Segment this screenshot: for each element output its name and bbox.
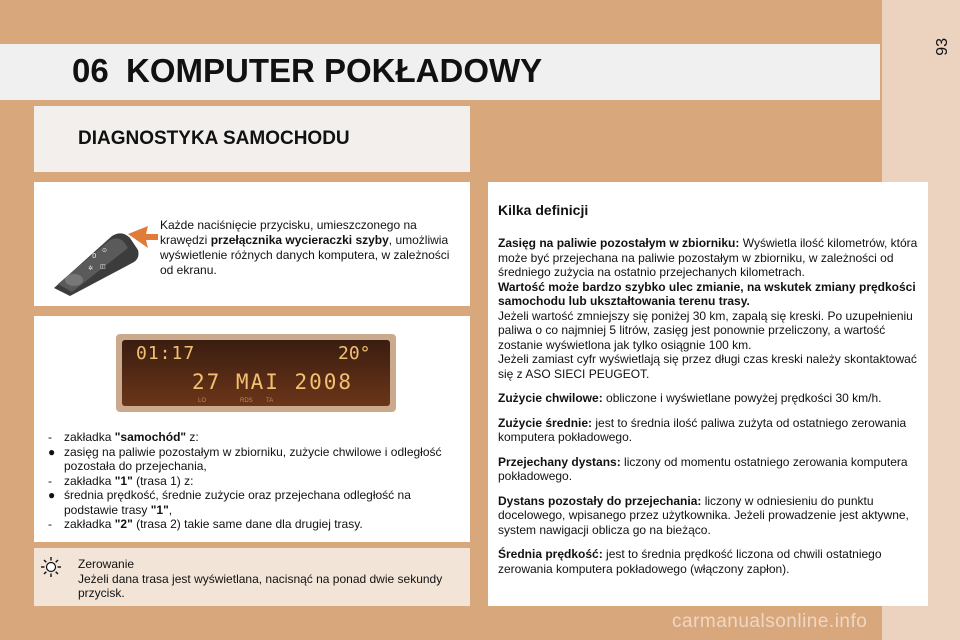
lcd-indicator-ta: TA [266, 398, 274, 404]
section-title: DIAGNOSTYKA SAMOCHODU [78, 128, 350, 149]
reset-title: Zerowanie [78, 557, 135, 571]
intro-text: Każde naciśnięcie przycisku, umieszczonego na krawędzi przełącznika wycieraczki szyby, umożliwia wyświetlenie różnych danych komputera, w zależności od ekranu. [160, 218, 450, 277]
def-instant: Zużycie chwilowe: obliczone i wyświetlane powyżej prędkości 30 km/h. [498, 391, 882, 405]
wiper-stalk-illustration [48, 222, 160, 296]
def-average: Zużycie średnie: jest to średnia ilość paliwa zużyta od ostatniego zerowania komputera pokładowego. [498, 415, 907, 444]
lcd-temperature: 20° [338, 343, 371, 364]
def-avg-speed: Średnia prędkość: jest to średnia prędkość liczona od chwili ostatniego zerowania komputera pokładowego (włączony zapłon). [498, 547, 882, 576]
chapter-number: 06 [72, 52, 109, 89]
lcd-date: 27 MAI 2008 [192, 370, 354, 394]
svg-text:⊙: ⊙ [102, 247, 108, 254]
tab-list [48, 430, 468, 532]
list-item: ● zasięg na paliwie pozostałym w zbiorniku, zużycie chwilowe i odległość pozostała do przejechania, [48, 444, 442, 473]
definitions [498, 236, 920, 586]
lcd-indicator-rds: RDS [240, 398, 253, 404]
svg-text:◫: ◫ [100, 263, 106, 270]
list-item: ● średnia prędkość, średnie zużycie oraz przejechana odległość na podstawie trasy "1", [48, 488, 411, 517]
svg-text:0: 0 [92, 252, 97, 260]
reset-note [78, 557, 468, 601]
lcd-time: 01:17 [136, 343, 196, 364]
watermark: carmanualsonline.info [672, 611, 868, 632]
def-distance: Przejechany dystans: liczony od momentu ostatniego zerowania komputera pokładowego. [498, 454, 908, 483]
sun-icon [40, 556, 62, 578]
def-remaining: Dystans pozostały do przejechania: liczony w odniesieniu do punktu docelowego, wpisanego przez użytkownika. Jeżeli prowadzenie jest aktywne, system nawigacji oblicza go na bieżąco. [498, 493, 909, 537]
def-range: Zasięg na paliwie pozostałym w zbiorniku: Wyświetla ilość kilometrów, która może być przejechana na paliwie pozostałym w zbiorniku, w zależności od średniego zużycia na ostatnio przejechanych kilometrach. Wartość może bardzo szybko ulec zmianie, na wskutek zmiany prędkości samochodu lub ukształtowania terenu trasy. Jeżeli wartość zmniejszy się poniżej 30 km, zapalą się kreski. Po uzupełnieniu paliwa o co najmniej 5 litrów, zasięg jest ponownie przeliczony, a wartość zostanie wyświetlona jak tylko osiągnie 100 km. Jeżeli zamiast cyfr wyświetlają się przez długi czas kreski należy skontaktować się z ASO SIECI PEUGEOT. [498, 236, 918, 381]
page-number: 93 [934, 38, 951, 56]
definitions-title: Kilka definicji [498, 202, 589, 218]
lcd-indicator-lo: LO [198, 398, 207, 404]
list-item: - zakładka "2" (trasa 2) takie same dane dla drugiej trasy. [48, 517, 363, 531]
chapter-title: KOMPUTER POKŁADOWY [126, 52, 543, 89]
svg-text:✲: ✲ [88, 265, 94, 272]
list-item: - zakładka "samochód" z: [48, 430, 199, 444]
list-item: - zakładka "1" (trasa 1) z: [48, 473, 194, 488]
reset-body: Jeżeli dana trasa jest wyświetlana, nacisnąć na ponad dwie sekundy przycisk. [78, 571, 443, 600]
